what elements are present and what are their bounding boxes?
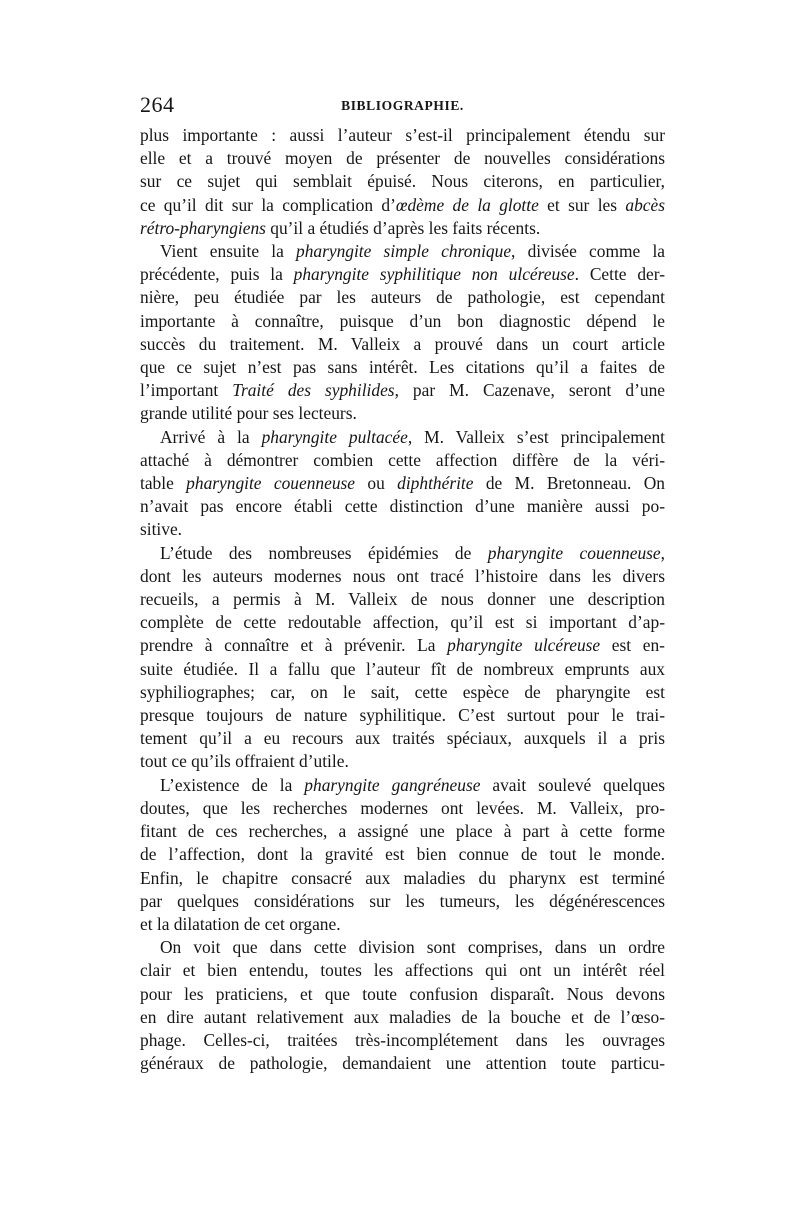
text-line — [140, 774, 665, 797]
text-line — [140, 542, 665, 565]
italic-text: pharyngite syphilitique non ulcéreuse — [293, 264, 575, 285]
text-line — [140, 820, 665, 843]
text-segment: est en- — [600, 635, 665, 656]
text-segment: et la dilatation de cet organe. — [140, 913, 341, 934]
text-segment: elle et a trouvé moyen de présenter de nouvelles considérations — [140, 148, 665, 169]
text-line — [140, 634, 665, 657]
text-line — [140, 1052, 665, 1075]
text-line — [140, 727, 665, 750]
text-segment: importante à connaître, puisque d’un bon diagnostic dépend le — [140, 310, 665, 331]
text-segment: généraux de pathologie, demandaient une attention toute particu- — [140, 1053, 665, 1074]
text-segment: plus importante : aussi l’auteur s’est-il principalement étendu sur — [140, 125, 665, 145]
italic-text: rétro-pharyngiens — [140, 217, 266, 238]
text-line — [140, 147, 665, 170]
text-line — [140, 124, 665, 147]
text-line — [140, 472, 665, 495]
text-segment: ou — [355, 473, 398, 494]
text-line — [140, 681, 665, 704]
text-line — [140, 959, 665, 982]
text-line — [140, 333, 665, 356]
text-segment: On voit que dans cette division sont comprises, dans un ordre — [160, 937, 665, 958]
text-line — [140, 263, 665, 286]
text-segment: et sur les — [538, 194, 626, 215]
italic-text: pharyngite gangréneuse — [304, 774, 481, 795]
text-segment: phage. Celles-ci, traitées très-incomplétement dans les ouvrages — [140, 1029, 665, 1050]
text-line — [140, 286, 665, 309]
text-segment: grande utilité pour ses lecteurs. — [140, 403, 357, 424]
italic-text: Traité des syphilides — [232, 380, 395, 401]
paragraph — [140, 426, 665, 542]
text-segment: tement qu’il a eu recours aux traités spéciaux, auxquels il a pris — [140, 728, 665, 749]
text-line — [140, 170, 665, 193]
text-segment: Vient ensuite la — [160, 241, 297, 262]
text-line — [140, 240, 665, 263]
text-line — [140, 518, 665, 541]
text-segment: table — [140, 473, 187, 494]
text-segment: L’existence de la — [160, 774, 305, 795]
text-line — [140, 843, 665, 866]
text-line — [140, 449, 665, 472]
text-segment: en dire autant relativement aux maladies de la bouche et de l’œso- — [140, 1006, 665, 1027]
text-segment: tout ce qu’ils offraient d’utile. — [140, 751, 349, 772]
text-segment: nière, peu étudiée par les auteurs de pathologie, est cependant — [140, 287, 665, 308]
text-segment: avait soulevé quelques — [480, 774, 666, 795]
text-segment: clair et bien entendu, toutes les affections qui ont un intérêt réel — [140, 960, 665, 981]
text-segment: pour les praticiens, et que toute confusion disparaît. Nous devons — [140, 983, 665, 1004]
paragraph — [140, 542, 665, 774]
text-segment: que ce sujet n’est pas sans intérêt. Les citations qu’il a faites de — [140, 357, 665, 378]
text-line — [140, 402, 665, 425]
text-line — [140, 588, 665, 611]
text-line — [140, 356, 665, 379]
text-line — [140, 611, 665, 634]
text-line — [140, 913, 665, 936]
paragraph — [140, 124, 665, 240]
text-line — [140, 936, 665, 959]
italic-text: pharyngite couenneuse — [487, 542, 661, 563]
text-line — [140, 658, 665, 681]
italic-text: œdème de la glotte — [395, 194, 539, 215]
text-segment: L’étude des nombreuses épidémies de — [160, 542, 488, 563]
text-segment: de M. Bretonneau. On — [473, 473, 665, 494]
text-line — [140, 890, 665, 913]
text-segment: de l’affection, dont la gravité est bien connue de tout le monde. — [140, 844, 665, 865]
paragraph — [140, 774, 665, 936]
text-segment: sitive. — [140, 519, 183, 540]
running-title: BIBLIOGRAPHIE. — [341, 98, 464, 113]
text-segment: , M. Valleix s’est principalement — [407, 426, 666, 447]
text-segment: , divisée comme la — [511, 241, 665, 262]
paragraph — [140, 936, 665, 1075]
text-line — [140, 565, 665, 588]
paragraph — [140, 240, 665, 426]
text-segment: presque toujours de nature syphilitique. C’est surtout pour le trai- — [140, 705, 665, 726]
text-segment: par quelques considérations sur les tumeurs, les dégénérescences — [140, 890, 665, 911]
text-line — [140, 379, 665, 402]
text-segment: dont les auteurs modernes nous ont tracé l’histoire dans les divers — [140, 565, 665, 586]
text-segment: succès du traitement. M. Valleix a prouvé dans un court article — [140, 333, 665, 354]
text-segment: sur ce sujet qui semblait épuisé. Nous citerons, en particulier, — [140, 171, 665, 192]
italic-text: pharyngite simple chronique — [296, 241, 512, 262]
text-segment: fitant de ces recherches, a assigné une place à part à cette forme — [140, 821, 665, 842]
text-segment: n’avait pas encore établi cette distinction d’une manière aussi po- — [140, 496, 665, 517]
text-line — [140, 495, 665, 518]
text-segment: . Cette der- — [574, 264, 665, 285]
text-line — [140, 217, 665, 240]
text-segment: qu’il a étudiés d’après les faits récents. — [265, 217, 541, 238]
text-line — [140, 704, 665, 727]
page-number: 264 — [140, 92, 175, 117]
text-line — [140, 797, 665, 820]
text-line — [140, 983, 665, 1006]
text-segment: syphiliographes; car, on le sait, cette espèce de pharyngite est — [140, 681, 665, 702]
page-header — [140, 92, 665, 122]
text-segment: prendre à connaître et à prévenir. La — [140, 635, 448, 656]
text-segment: l’important — [140, 380, 233, 401]
italic-text: pharyngite ulcéreuse — [447, 635, 601, 656]
text-segment: Arrivé à la — [160, 426, 262, 447]
text-segment: complète de cette redoutable affection, qu’il est si important d’ap- — [140, 612, 665, 633]
text-line — [140, 426, 665, 449]
text-line — [140, 194, 665, 217]
text-segment: Enfin, le chapitre consacré aux maladies du pharynx est terminé — [140, 867, 665, 888]
body-text — [140, 124, 665, 1075]
text-segment: précédente, puis la — [140, 264, 294, 285]
text-line — [140, 1029, 665, 1052]
text-line — [140, 750, 665, 773]
text-line — [140, 867, 665, 890]
text-segment: ce qu’il dit sur la complication d’ — [140, 194, 396, 215]
text-segment: recueils, a permis à M. Valleix de nous donner une description — [140, 589, 665, 610]
text-segment: suite étudiée. Il a fallu que l’auteur fît de nombreux emprunts aux — [140, 658, 665, 679]
text-segment: doutes, que les recherches modernes ont levées. M. Valleix, pro- — [140, 797, 665, 818]
italic-text: pharyngite pultacée — [261, 426, 408, 447]
text-segment: attaché à démontrer combien cette affection diffère de la véri- — [140, 449, 665, 470]
text-line — [140, 310, 665, 333]
italic-text: abcès — [625, 194, 665, 215]
text-segment: , par M. Cazenave, seront d’une — [394, 380, 665, 401]
italic-text: diphthérite — [397, 473, 474, 494]
text-line — [140, 1006, 665, 1029]
text-segment: , — [660, 542, 666, 563]
italic-text: pharyngite couenneuse — [186, 473, 356, 494]
